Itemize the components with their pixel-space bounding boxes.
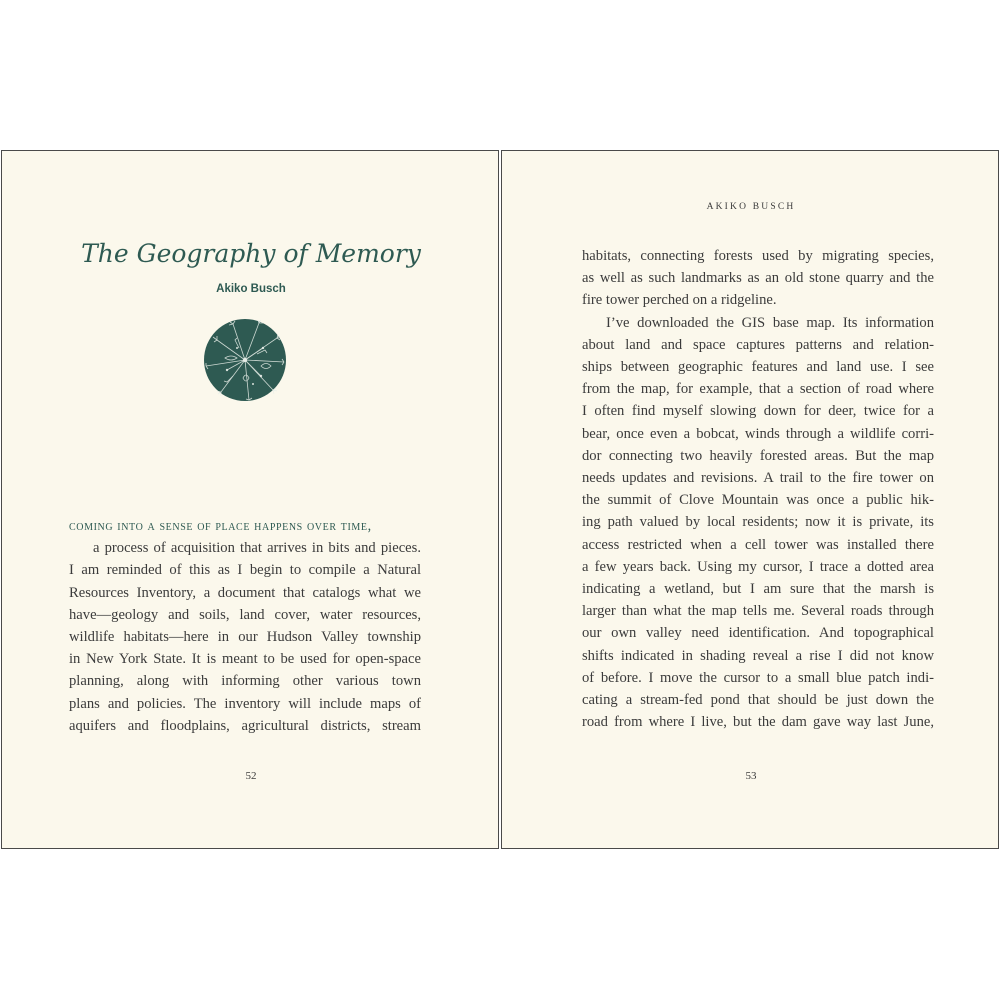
right-body-text xyxy=(582,245,934,733)
body-line: planning, along with informing other various town xyxy=(69,673,421,690)
body-line: bear, once even a bobcat, winds through a wildlife corri- xyxy=(582,425,934,442)
body-line: a few years back. Using my cursor, I trace a dotted area xyxy=(582,558,934,575)
chapter-title: The Geography of Memory xyxy=(81,239,421,268)
body-line: from the map, for example, that a section of road where xyxy=(582,381,934,398)
dandelion-seedhead-icon xyxy=(203,318,287,402)
body-line: of before. I move the cursor to a small blue patch indi- xyxy=(582,669,934,686)
body-line: I am reminded of this as I begin to compile a Natural xyxy=(69,562,421,579)
body-line: our own valley need identification. And topographical xyxy=(582,625,934,642)
body-line: cating a stream-fed pond that should be just down the xyxy=(582,692,934,709)
body-line: dor connecting two heavily forested areas. But the map xyxy=(582,447,934,464)
body-line: about land and space captures patterns and relation- xyxy=(582,336,934,353)
page-number: 53 xyxy=(745,770,757,782)
body-line: aquifers and floodplains, agricultural districts, stream xyxy=(69,717,421,734)
body-line: ships between geographic features and land use. I see xyxy=(582,359,934,376)
body-line: needs updates and revisions. A trail to the fire tower on xyxy=(582,470,934,487)
running-head: AKIKO BUSCH xyxy=(706,202,796,212)
body-line: a process of acquisition that arrives in bits and pieces. xyxy=(93,540,421,557)
body-line: road from where I live, but the dam gave way last June, xyxy=(582,714,934,731)
left-body-text xyxy=(69,515,421,737)
body-line: as well as such landmarks as an old stone quarry and the xyxy=(582,270,934,287)
body-line: larger than what the map tells me. Several roads through xyxy=(582,603,934,620)
right-page xyxy=(501,150,999,849)
body-line: I often find myself slowing down for deer, twice for a xyxy=(582,403,934,420)
body-line: access restricted when a cell tower was installed there xyxy=(582,536,934,553)
body-line: wildlife habitats—here in our Hudson Valley township xyxy=(69,629,421,646)
left-page xyxy=(1,150,499,849)
body-line: I’ve downloaded the GIS base map. Its information xyxy=(606,314,934,331)
body-line: ing path valued by local residents; now it is private, its xyxy=(582,514,934,531)
body-line: shifts indicated in shading reveal a rise I did not know xyxy=(582,647,934,664)
page-number: 52 xyxy=(245,770,257,782)
body-line: indicating a wetland, but I am sure that the marsh is xyxy=(582,581,934,598)
body-line: the summit of Clove Mountain was once a public hik- xyxy=(582,492,934,509)
chapter-author: Akiko Busch xyxy=(216,283,286,295)
body-line: in New York State. It is meant to be used for open-space xyxy=(69,651,421,668)
body-line: habitats, connecting forests used by migrating species, xyxy=(582,248,934,264)
body-line: have—geology and soils, land cover, water resources, xyxy=(69,606,421,623)
body-line: Resources Inventory, a document that catalogs what we xyxy=(69,584,421,601)
opening-line: coming into a sense of place happens over time, xyxy=(69,518,372,534)
body-line: fire tower perched on a ridgeline. xyxy=(582,292,777,309)
body-line: plans and policies. The inventory will include maps of xyxy=(69,695,421,712)
